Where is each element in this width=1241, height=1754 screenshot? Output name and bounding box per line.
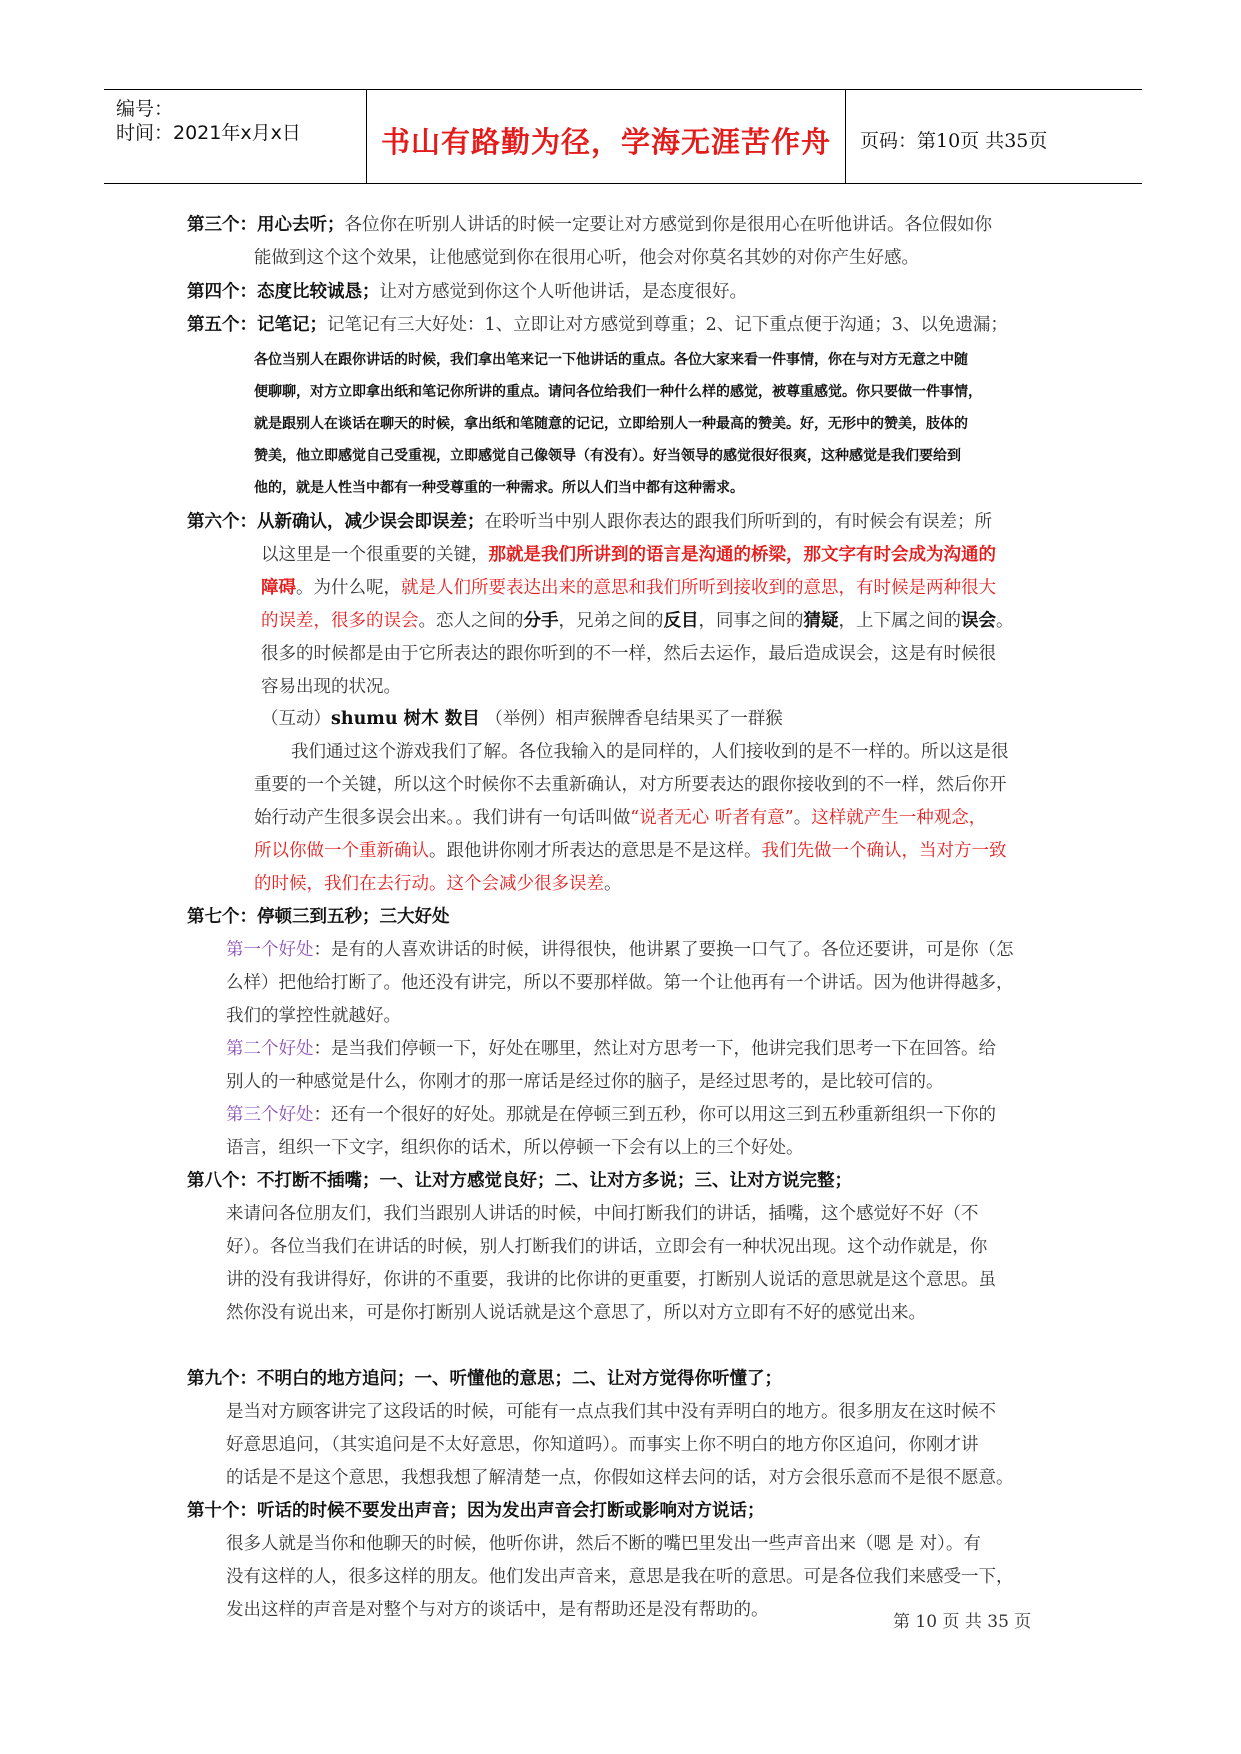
highlight-run: 障碍	[261, 578, 296, 598]
text-run: 。为什么呢，	[296, 578, 401, 598]
text-run: 以这里是一个很重要的关键，	[261, 545, 489, 565]
section-8-line-2: 好）。各位当我们在讲话的时候，别人打断我们的讲话，立即会有一种状况出现。这个动作就是，你	[226, 1237, 988, 1257]
section-9-line-1: 是当对方顾客讲完了这段话的时候，可能有一点点我们其中没有弄明白的地方。很多朋友在这时候不	[226, 1402, 996, 1422]
section-7-point-3-line-1	[226, 1104, 996, 1126]
section-6-text: 在聆听当中别人跟你表达的跟我们所听到的，有时候会有误差；所	[484, 512, 992, 532]
highlight-run: “说者无心 听者有意”	[630, 808, 794, 828]
bold-run: 分手	[523, 611, 559, 631]
section-6-line-6: 容易出现的状况。	[261, 677, 401, 697]
text-run: 。	[996, 611, 1014, 631]
section-10-title-text: 第十个：听话的时候不要发出声音；因为发出声音会打断或影响对方说话；	[187, 1501, 765, 1521]
section-8-title	[187, 1170, 852, 1192]
point-label: 第二个好处	[226, 1039, 314, 1059]
text-run: （举例）相声猴牌香皂结果买了一群猴	[479, 709, 783, 729]
header-motto: 书山有路勤为径，学海无涯苦作舟	[380, 125, 831, 159]
section-7-title	[187, 906, 450, 928]
section-9-title-text: 第九个：不明白的地方追问；一、听懂他的意思；二、让对方觉得你听懂了；	[187, 1369, 782, 1389]
section-9-line-3: 的话是不是这个意思，我想我想了解清楚一点，你假如这样去问的话，对方会很乐意而不是很不愿意。	[226, 1468, 1014, 1488]
text-run: ：是当我们停顿一下，好处在哪里，然让对方思考一下，他讲完我们思考一下在回答。给	[313, 1039, 996, 1059]
section-5-line-2: 各位当别人在跟你讲话的时候，我们拿出笔来记一下他讲话的重点。各位大家来看一件事情，你在与对方无意之中随	[254, 352, 968, 368]
highlight-run: 那就是我们所讲到的语言是沟通的桥梁，那文字有时会成为沟通的	[488, 545, 996, 565]
text-run: ，上下属之间的	[838, 611, 961, 631]
section-10-line-3: 发出这样的声音是对整个与对方的谈话中，是有帮助还是没有帮助的。	[226, 1600, 769, 1620]
footer-page-number: 第 10 页 共 35 页	[893, 1612, 1032, 1632]
section-7-point-1-line-2: 么样）把他给打断了。他还没有讲完，所以不要那样做。第一个让他再有一个讲话。因为他讲得越多，	[226, 973, 1014, 993]
section-3-line-1	[187, 214, 992, 236]
highlight-run: 所以你做一个重新确认	[254, 841, 429, 861]
section-5-line-4: 就是跟别人在谈话在聊天的时候，拿出纸和笔随意的记记，立即给别人一种最高的赞美。好，无形中的赞美，肢体的	[254, 416, 968, 432]
section-6-line-3	[261, 577, 996, 599]
text-run: 始行动产生很多误会出来。。我们讲有一句话叫做	[254, 808, 631, 828]
header-left-cell	[104, 90, 366, 183]
highlight-run: 这样就产生一种观念，	[811, 808, 987, 828]
highlight-run: 的误差，很多的误会	[261, 611, 419, 631]
point-label: 第一个好处	[226, 940, 314, 960]
time-label: 时间：2021年x月x日	[116, 122, 301, 144]
header-page-label: 页码：第10页 共35页	[860, 130, 1048, 152]
section-6-line-9: 重要的一个关键，所以这个时候你不去重新确认，对方所要表达的跟你接收到的不一样，然后你开	[254, 775, 1007, 795]
text-run: ：是有的人喜欢讲话的时候，讲得很快，他讲累了要换一口气了。各位还要讲，可是你（怎	[313, 940, 1014, 960]
section-7-point-3-line-2: 语言，组织一下文字，组织你的话术，所以停顿一下会有以上的三个好处。	[226, 1138, 804, 1158]
text-run: 。跟他讲你刚才所表达的意思是不是这样。	[429, 841, 762, 861]
section-6-line-7	[261, 708, 783, 730]
section-8-line-4: 然你没有说出来，可是你打断别人说话就是这个意思了，所以对方立即有不好的感觉出来。	[226, 1303, 926, 1323]
section-7-point-1-line-3: 我们的掌控性就越好。	[226, 1006, 401, 1026]
section-6-line-11	[254, 840, 1007, 862]
bold-run: 误会	[961, 611, 996, 631]
section-6-line-10	[254, 807, 986, 829]
header-center-cell	[366, 90, 846, 183]
section-6-line-5: 很多的时候都是由于它所表达的跟你听到的不一样，然后去运作，最后造成误会，这是有时候很	[261, 644, 996, 664]
bold-run: 反目	[663, 611, 699, 631]
text-run: ：还有一个很好的好处。那就是在停顿三到五秒，你可以用这三到五秒重新组织一下你的	[313, 1105, 996, 1125]
section-5-line-1	[187, 314, 1008, 336]
highlight-run: 我们先做一个确认，当对方一致	[761, 841, 1007, 861]
text-run: 。	[793, 808, 812, 828]
section-5-line-5: 赞美，他立即感觉自己受重视，立即感觉自己像领导（有没有）。好当领导的感觉很好很爽，这种感觉是我们要给到	[254, 448, 961, 464]
section-3-title: 第三个：用心去听；	[187, 215, 345, 235]
section-5-title: 第五个：记笔记；	[187, 315, 327, 335]
section-9-line-2: 好意思追问，（其实追问是不太好意思，你知道吗）。而事实上你不明白的地方你区追问，你刚才讲	[226, 1435, 979, 1455]
point-label: 第三个好处	[226, 1105, 314, 1125]
section-7-title-text: 第七个：停顿三到五秒；三大好处	[187, 907, 450, 927]
section-8-title-text: 第八个：不打断不插嘴；一、让对方感觉良好；二、让对方多说；三、让对方说完整；	[187, 1171, 852, 1191]
section-7-point-1-line-1	[226, 939, 1014, 961]
section-9-title	[187, 1368, 782, 1390]
text-run: 。	[604, 874, 622, 894]
section-4-text: 让对方感觉到你这个人听他讲话，是态度很好。	[379, 282, 747, 302]
highlight-run: 就是人们所要表达出来的意思和我们所听到接收到的意思，有时候是两种很大	[401, 578, 996, 598]
section-10-line-1: 很多人就是当你和他聊天的时候，他听你讲，然后不断的嘴巴里发出一些声音出来（嗯 是 对）。有	[226, 1534, 981, 1554]
section-10-title	[187, 1500, 765, 1522]
section-3-line-2: 能做到这个这个效果，让他感觉到你在很用心听，他会对你莫名其妙的对你产生好感。	[254, 248, 919, 268]
section-5-line-3: 便聊聊，对方立即拿出纸和笔记你所讲的重点。请问各位给我们一种什么样的感觉，被尊重感觉。你只要做一件事情，	[254, 384, 982, 400]
section-6-line-12	[254, 873, 622, 895]
section-6-line-4	[261, 610, 1014, 632]
section-6-line-8: 我们通过这个游戏我们了解。各位我输入的是同样的，人们接收到的是不一样的。所以这是很	[291, 742, 1009, 762]
section-4-title: 第四个：态度比较诚恳；	[187, 282, 380, 302]
section-7-point-2-line-1	[226, 1038, 996, 1060]
section-5-line-6: 他的，就是人性当中都有一种受尊重的一种需求。所以人们当中都有这种需求。	[254, 480, 744, 496]
header-table	[104, 89, 1142, 184]
number-label: 编号：	[116, 98, 174, 120]
section-8-line-1: 来请问各位朋友们，我们当跟别人讲话的时候，中间打断我们的讲话，插嘴，这个感觉好不好（不	[226, 1204, 979, 1224]
section-8-line-3: 讲的没有我讲得好，你讲的不重要，我讲的比你讲的更重要，打断别人说话的意思就是这个意思。虽	[226, 1270, 996, 1290]
section-3-text: 各位你在听别人讲话的时候一定要让对方感觉到你是很用心在听他讲话。各位假如你	[344, 215, 992, 235]
text-run: ，同事之间的	[698, 611, 804, 631]
highlight-run: 的时候，我们在去行动。这个会减少很多误差	[254, 874, 604, 894]
section-4-line-1	[187, 281, 747, 303]
section-5-text: 记笔记有三大好处：1、立即让对方感觉到尊重；2、记下重点便于沟通；3、以免遗漏；	[327, 315, 1008, 335]
section-6-title: 第六个：从新确认，减少误会即误差；	[187, 512, 485, 532]
section-10-line-2: 没有这样的人，很多这样的朋友。他们发出声音来，意思是我在听的意思。可是各位我们来感受一下，	[226, 1567, 1014, 1587]
section-6-line-2	[261, 544, 996, 566]
header-right-cell	[846, 90, 1142, 183]
section-6-line-1	[187, 511, 992, 533]
bold-run: shumu 树木 数目	[331, 709, 480, 729]
section-7-point-2-line-2: 别人的一种感觉是什么，你刚才的那一席话是经过你的脑子，是经过思考的，是比较可信的。	[226, 1072, 944, 1092]
bold-run: 猜疑	[803, 611, 839, 631]
text-run: 。恋人之间的	[418, 611, 524, 631]
text-run: ，兄弟之间的	[558, 611, 664, 631]
text-run: （互动）	[261, 709, 331, 729]
